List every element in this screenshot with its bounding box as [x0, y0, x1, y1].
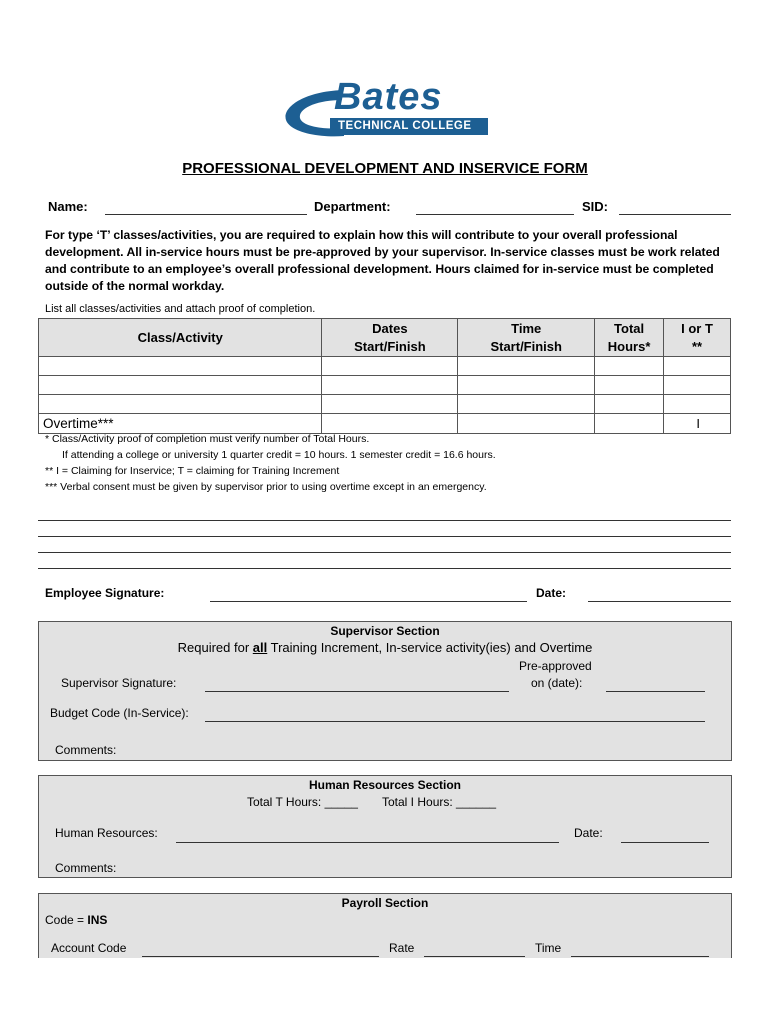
- time-field[interactable]: [571, 956, 709, 957]
- payroll-section: [38, 893, 732, 958]
- hr-section: [38, 775, 732, 878]
- employee-signature-field[interactable]: [210, 601, 527, 602]
- department-field[interactable]: [416, 214, 574, 215]
- supervisor-requirement: Required for all Training Increment, In-service activity(ies) and Overtime: [177, 640, 593, 655]
- budget-code-field[interactable]: [205, 721, 705, 722]
- payroll-code: Code = INS: [45, 913, 108, 927]
- activity-table: [38, 318, 731, 434]
- explanation-line[interactable]: [38, 536, 731, 537]
- page-title: PROFESSIONAL DEVELOPMENT AND INSERVICE FORM: [182, 160, 588, 177]
- logo: [282, 76, 492, 140]
- sid-label: SID:: [582, 199, 608, 214]
- hr-label: Human Resources:: [55, 826, 158, 840]
- account-code-label: Account Code: [51, 941, 127, 955]
- account-code-field[interactable]: [142, 956, 379, 957]
- explanation-line[interactable]: [38, 552, 731, 553]
- footnote-2: ** I = Claiming for Inservice; T = claiming for Training Increment: [45, 465, 340, 477]
- explanation-line[interactable]: [38, 568, 731, 569]
- department-label: Department:: [314, 199, 391, 214]
- rate-label: Rate: [389, 941, 415, 955]
- header-class-activity: Class/Activity: [39, 319, 322, 357]
- overtime-type: I: [664, 414, 731, 434]
- supervisor-comments-label: Comments:: [55, 743, 117, 757]
- table-row[interactable]: [39, 395, 731, 414]
- preapproved-label-2: on (date):: [531, 676, 583, 690]
- header-time: Time Start/Finish: [458, 319, 595, 357]
- supervisor-title: Supervisor Section: [330, 624, 440, 638]
- explanation-line[interactable]: [38, 520, 731, 521]
- supervisor-section: [38, 621, 732, 761]
- footnote-1b: If attending a college or university 1 quarter credit = 10 hours. 1 semester credit = 16.6 hours.: [62, 449, 496, 461]
- list-note: List all classes/activities and attach proof of completion.: [45, 303, 316, 315]
- table-row[interactable]: [39, 357, 731, 376]
- budget-code-label: Budget Code (In-Service):: [50, 706, 189, 720]
- preapproved-label-1: Pre-approved: [519, 659, 592, 673]
- rate-field[interactable]: [424, 956, 525, 957]
- employee-date-label: Date:: [536, 586, 567, 600]
- hr-title: Human Resources Section: [308, 778, 462, 792]
- supervisor-signature-field[interactable]: [205, 691, 509, 692]
- logo-name: Bates: [334, 76, 443, 118]
- instructions: For type ‘T’ classes/activities, you are required to explain how this will contribute to your overall professional development. All in-service hours must be pre-approved by your supervisor. In-service classes must be work related and contribute to an employee’s overall professional development. Hours claimed for in-service must be completed outside of the normal workday.: [45, 228, 720, 293]
- employee-date-field[interactable]: [588, 601, 731, 602]
- hr-date-label: Date:: [574, 826, 603, 840]
- header-total-hours: Total Hours*: [595, 319, 664, 357]
- hr-signature-field[interactable]: [176, 842, 559, 843]
- footnote-1: * Class/Activity proof of completion must verify number of Total Hours.: [45, 433, 370, 445]
- payroll-title: Payroll Section: [341, 896, 429, 910]
- name-label: Name:: [48, 199, 88, 214]
- supervisor-signature-label: Supervisor Signature:: [61, 676, 177, 690]
- sid-field[interactable]: [619, 214, 731, 215]
- header-i-or-t: I or T **: [664, 319, 731, 357]
- employee-signature-label: Employee Signature:: [45, 586, 165, 600]
- name-field[interactable]: [105, 214, 307, 215]
- preapproved-date-field[interactable]: [606, 691, 705, 692]
- time-label: Time: [535, 941, 562, 955]
- overtime-label: Overtime***: [39, 414, 322, 434]
- hr-total-i: Total I Hours: ______: [382, 795, 497, 809]
- hr-total-t: Total T Hours: _____: [247, 795, 358, 809]
- table-row[interactable]: [39, 376, 731, 395]
- header-dates: Dates Start/Finish: [322, 319, 458, 357]
- hr-date-field[interactable]: [621, 842, 709, 843]
- overtime-row[interactable]: [39, 414, 731, 434]
- hr-comments-label: Comments:: [55, 861, 117, 875]
- footnote-3: *** Verbal consent must be given by supervisor prior to using overtime except in an emergency.: [45, 481, 487, 493]
- logo-subtitle: TECHNICAL COLLEGE: [338, 120, 472, 132]
